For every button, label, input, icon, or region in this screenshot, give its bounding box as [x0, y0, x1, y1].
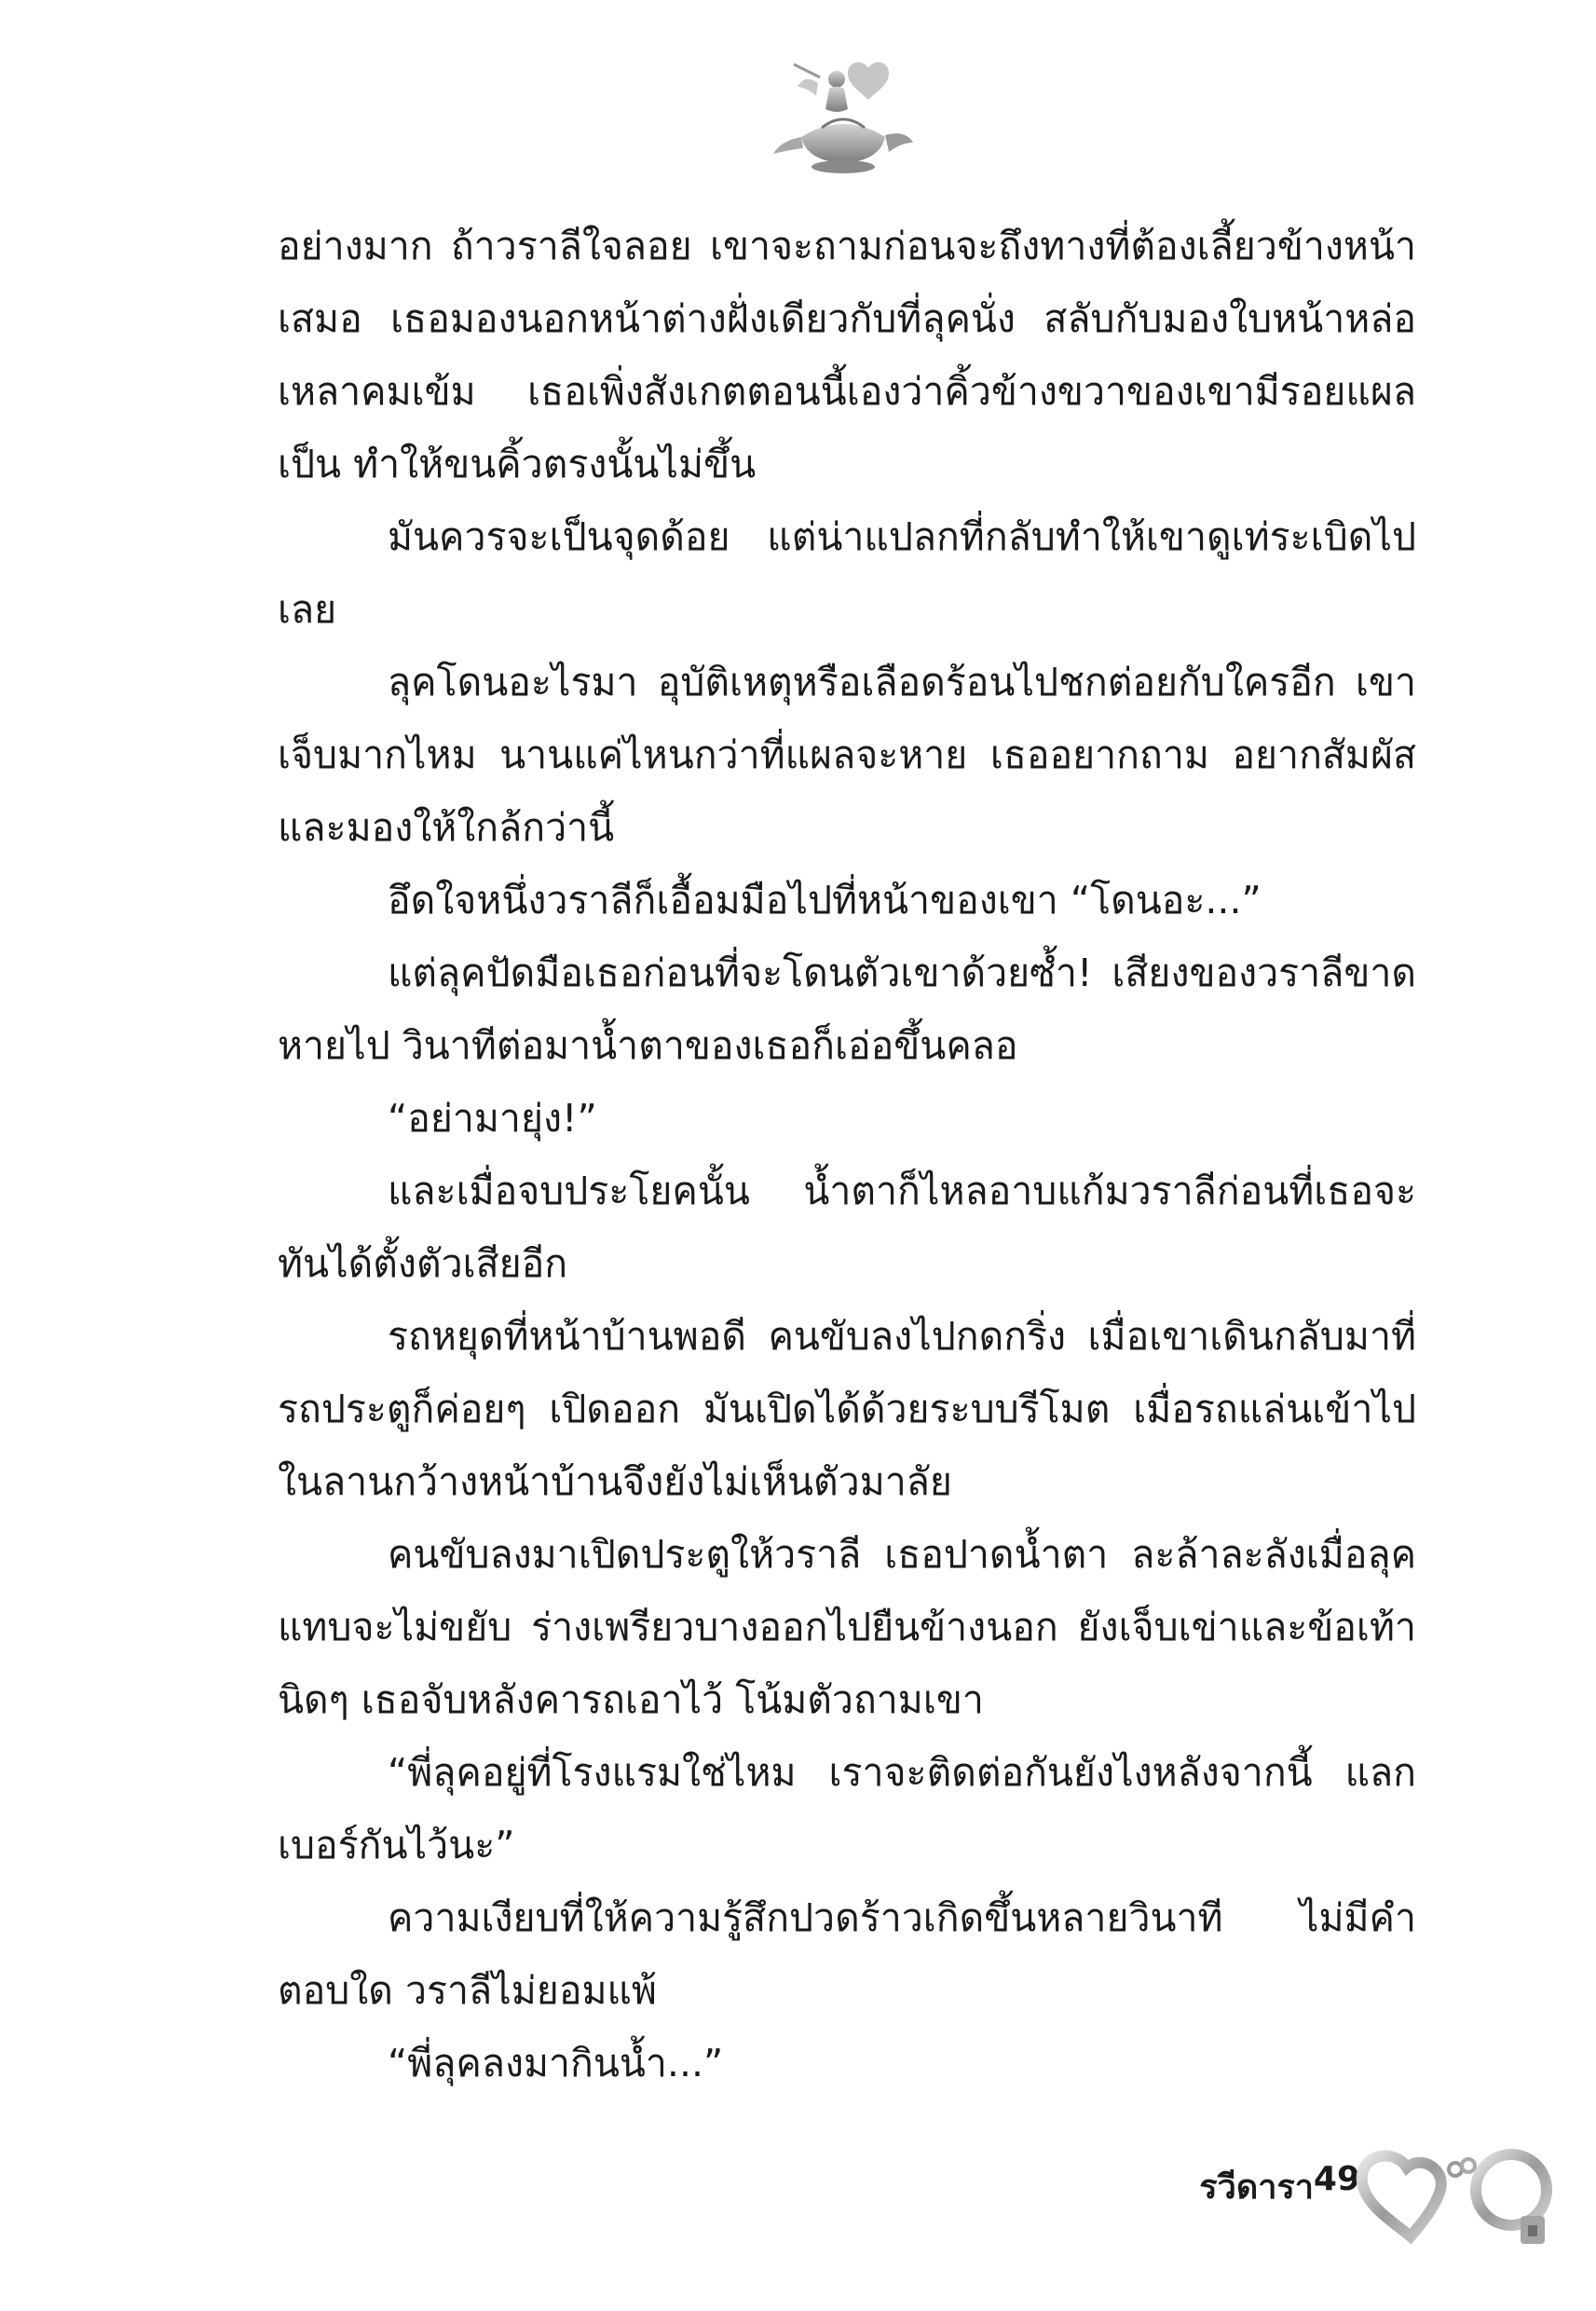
- paragraph: และเมื่อจบประโยคนั้น น้ำตาก็ไหลอาบแก้มวราลีก่อนที่เธอจะทันได้ตั้งตัวเสียอีก: [278, 1169, 1416, 1286]
- page-number: 49: [1313, 2160, 1360, 2198]
- paragraph: ลุคโดนอะไรมา อุบัติเหตุหรือเลือดร้อนไปชกต่อยกับใครอีก เขาเจ็บมากไหม นานแค่ไหนกว่าที่แผลจะหาย เธออยากถาม อยากสัมผัสและมองให้ใกล้กว่านี้: [278, 660, 1416, 850]
- running-title: รวีดารา: [1199, 2168, 1314, 2207]
- paragraph: มันควรจะเป็นจุดด้อย แต่น่าแปลกที่กลับทำให้เขาดูเท่ระเบิดไปเลย: [278, 514, 1416, 632]
- paragraph: “พี่ลุคลงมากินน้ำ...”: [388, 2041, 724, 2085]
- paragraph: อย่างมาก ถ้าวราลีใจลอย เขาจะถามก่อนจะถึงทางที่ต้องเลี้ยวข้างหน้าเสมอ เธอมองนอกหน้าต่างฝั่งเดียวกับที่ลุคนั่ง สลับกับมองใบหน้าหล่อเหลาคมเข้ม เธอเพิ่งสังเกตตอนนี้เองว่าคิ้วข้างขวาของเขามีรอยแผลเป็น ทำให้ขนคิ้วตรงนั้นไม่ขึ้น: [278, 224, 1416, 486]
- page-footer: [1071, 2132, 1556, 2253]
- paragraph: รถหยุดที่หน้าบ้านพอดี คนขับลงไปกดกริ่ง เมื่อเขาเดินกลับมาที่รถประตูก็ค่อยๆ เปิดออก มันเปิดได้ด้วยระบบรีโมต เมื่อรถแล่นเข้าไปในลานกว้างหน้าบ้านจึงยังไม่เห็นตัวมาลัย: [278, 1314, 1416, 1504]
- paragraph: ความเงียบที่ให้ความรู้สึกปวดร้าวเกิดขึ้นหลายวินาที ไม่มีคำตอบใด วราลีไม่ยอมแพ้: [278, 1895, 1416, 2013]
- paragraph: คนขับลงมาเปิดประตูให้วราลี เธอปาดน้ำตา ละล้าละลังเมื่อลุคแทบจะไม่ขยับ ร่างเพรียวบางออกไปยืนข้างนอก ยังเจ็บเข่าและข้อเท้านิดๆ เธอจับหลังคารถเอาไว้ โน้มตัวถามเขา: [278, 1532, 1416, 1722]
- body-text: [278, 210, 1416, 2099]
- paragraph: แต่ลุคปัดมือเธอก่อนที่จะโดนตัวเขาด้วยซ้ำ! เสียงของวราลีขาดหายไป วินาทีต่อมาน้ำตาของเธอก็เอ่อขึ้นคลอ: [278, 950, 1416, 1068]
- paragraph: “พี่ลุคอยู่ที่โรงแรมใช่ไหม เราจะติดต่อกันยังไงหลังจากนี้ แลกเบอร์กันไว้นะ”: [278, 1750, 1416, 1867]
- paragraph: อึดใจหนึ่งวราลีก็เอื้อมมือไปที่หน้าของเขา “โดนอะ...”: [388, 878, 1262, 923]
- heart-handcuffs-icon: [1351, 2132, 1556, 2253]
- paragraph: “อย่ามายุ่ง!”: [388, 1096, 597, 1141]
- teapot-cupid-ornament-icon: [764, 51, 922, 177]
